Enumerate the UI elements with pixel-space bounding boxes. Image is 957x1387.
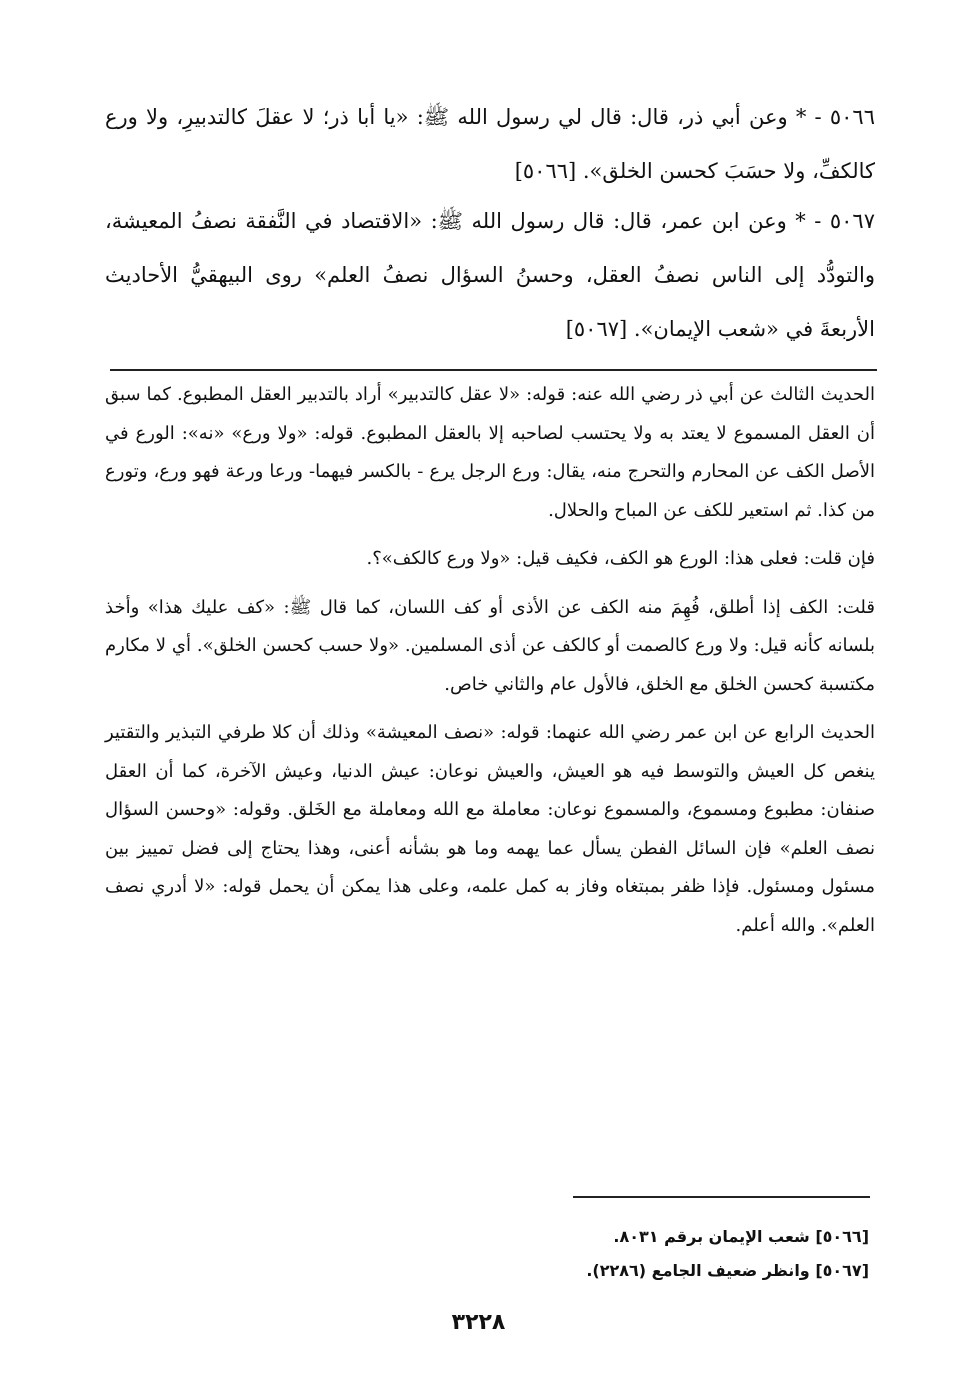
main-divider bbox=[110, 369, 877, 371]
footnote-5067: [٥٠٦٧] وانظر ضعيف الجامع (٢٢٨٦). bbox=[586, 1261, 869, 1280]
footnote-divider bbox=[573, 1196, 870, 1198]
commentary-paragraph: الحديث الرابع عن ابن عمر رضي الله عنهما: قوله: «نصف المعيشة» وذلك أن كلا طرفي التبذير والتقتير ينغص كل العيش والتوسط فيه هو العيش، والعيش نوعان: عيش الدنيا، وعيش الآخرة، كما أن العقل صنفان: مطبوع ومسموع، والمسموع نوعان: معاملة مع الله ومعاملة مع الخَلق. وقوله: «وحسن السؤال نصف العلم» فإن السائل الفطن يسأل عما يهمه وما هو بشأنه أعنى، وهذا يحتاج إلى فضل تمييز بين مسئول ومسئول. فإذا ظفر بمبتغاه وفاز به كمل علمه، وعلى هذا يمكن أن يحمل قوله: «لا أدري نصف العلم». والله أعلم. bbox=[105, 722, 875, 936]
hadith-5067: ٥٠٦٧ - * وعن ابن عمر، قال: قال رسول الله ﷺ: «الاقتصاد في النَّفقة نصفُ المعيشة، والتودُّد إلى الناس نصفُ العقل، وحسنُ السؤال نصفُ العلم» روى البيهقيُّ الأحاديث الأربعةَ في «شعب الإيمان». [٥٠٦٧] bbox=[105, 209, 875, 341]
footnote-5066: [٥٠٦٦] شعب الإيمان برقم ٨٠٣١. bbox=[613, 1227, 869, 1246]
page-number: ٣٢٢٨ bbox=[451, 1310, 506, 1335]
hadith-5066: ٥٠٦٦ - * وعن أبي ذر، قال: قال لي رسول الله ﷺ: «يا أبا ذر؛ لا عقلَ كالتدبيرِ، ولا ورع كالكفِّ، ولا حسَبَ كحسن الخلق». [٥٠٦٦] bbox=[105, 105, 875, 183]
commentary-paragraph: الحديث الثالث عن أبي ذر رضي الله عنه: قوله: «لا عقل كالتدبير» أراد بالتدبير العقل المطبوع. كما سبق أن العقل المسموع لا يعتد به ولا يحتسب لصاحبه إلا بالعقل المطبوع. قوله: «ولا ورع» «نه»: الورع في الأصل الكف عن المحارم والتحرج منه، يقال: ورع الرجل يرع - بالكسر فيهما- ورعا ورعة فهو ورع، وتورع من كذا. ثم استعير للكف عن المباح والحلال. bbox=[105, 384, 875, 521]
footnotes bbox=[469, 1220, 869, 1288]
commentary-paragraph: قلت: الكف إذا أطلق، فُهِمَ منه الكف عن الأذى أو كف اللسان، كما قال ﷺ: «كف عليك هذا» وأخذ بلسانه كأنه قيل: ولا ورع كالصمت أو كالكف عن أذى المسلمين. «ولا حسب كحسن الخلق». أي لا مكارم مكتسبة كحسن الخلق مع الخلق، فالأول عام والثاني خاص. bbox=[105, 596, 875, 695]
commentary-section bbox=[105, 376, 875, 955]
commentary-paragraph: فإن قلت: فعلى هذا: الورع هو الكف، فكيف قيل: «ولا ورع كالكف»؟. bbox=[366, 548, 875, 569]
